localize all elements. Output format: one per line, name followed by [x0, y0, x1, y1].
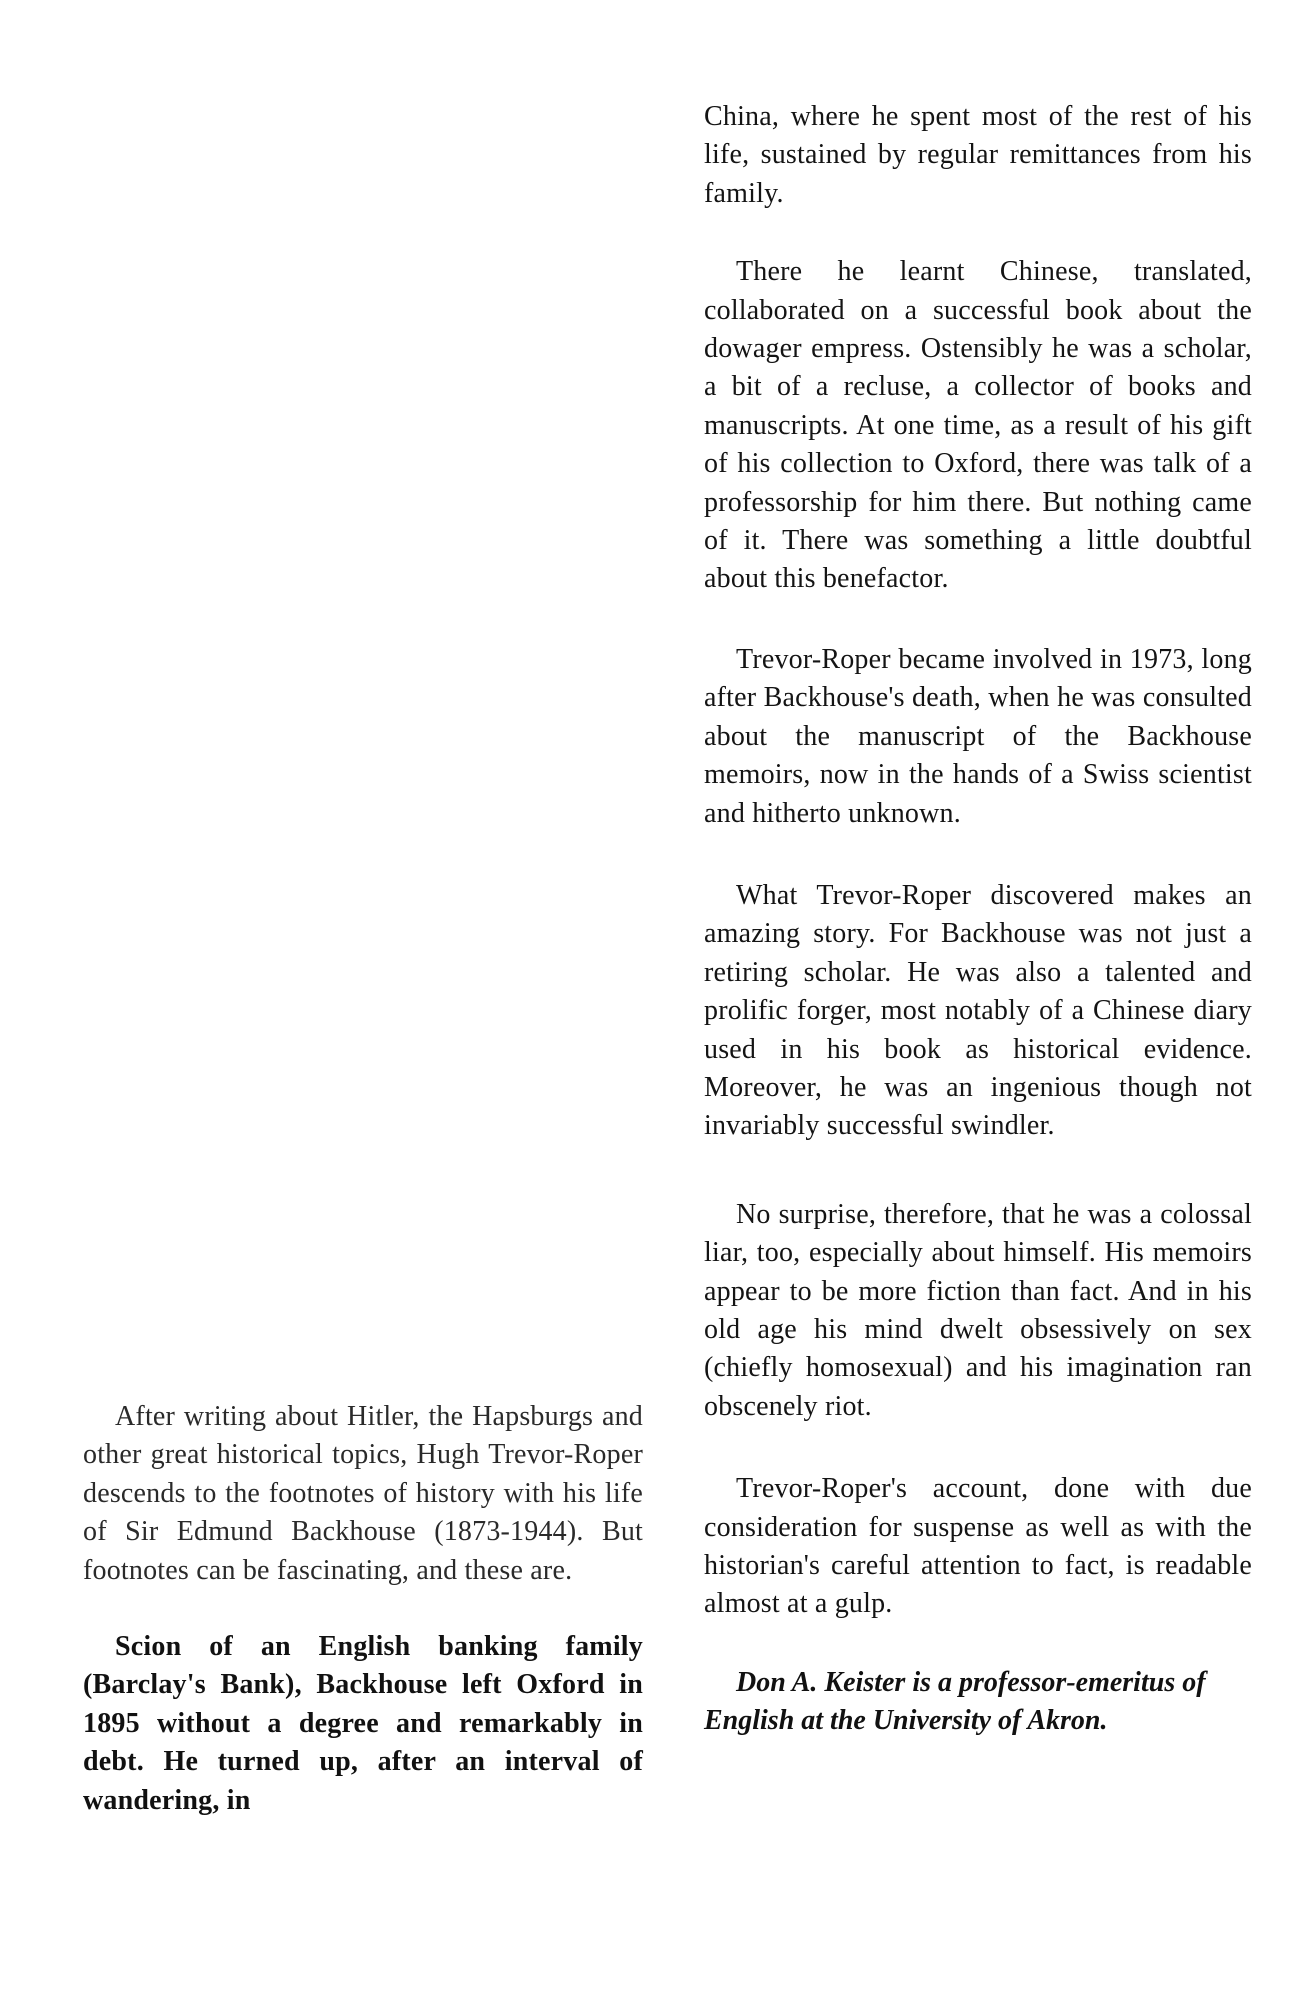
paragraph-involved: Trevor-Roper became involved in 1973, long after Backhouse's death, when he was consulted about the manuscript of the Backhouse memoirs, now in the hands of a Swiss scientist and hitherto unknown. [704, 643, 1252, 829]
right-column [704, 98, 1252, 1740]
paragraph-gap [704, 213, 1252, 253]
paragraph-gap [704, 1426, 1252, 1470]
author-byline: Don A. Keister is a professor-emeritus of English at the University of Akron. [704, 1666, 1206, 1736]
paragraph-scion: Scion of an English banking family (Barclay's Bank), Backhouse left Oxford in 1895 without a degree and remarkably in debt. He turned up, after an interval of wandering, in [83, 1631, 643, 1816]
paragraph-gap [704, 599, 1252, 641]
paragraph-china: China, where he spent most of the rest of his life, sustained by regular remittances from his family. [704, 101, 1252, 209]
paragraph-liar: No surprise, therefore, that he was a colossal liar, too, especially about himself. His memoirs appear to be more fiction than fact. And in his old age his mind dwelt obsessively on sex (chiefly homosexual) and his imagination ran obscenely riot. [704, 1198, 1252, 1422]
left-column [83, 1398, 643, 1820]
paragraph-learnt-chinese: There he learnt Chinese, translated, collaborated on a successful book about the dowager empress. Ostensibly he was a scholar, a bit of a recluse, a collector of books and manuscripts. At one time, as a result of his gift of his collection to Oxford, there was talk of a professorship for him there. But nothing came of it. There was something a little doubtful about this benefactor. [704, 256, 1252, 595]
paragraph-gap [704, 833, 1252, 877]
paragraph-gap [704, 1624, 1252, 1664]
paragraph-intro: After writing about Hitler, the Hapsburgs and other great historical topics, Hugh Trevor-Roper descends to the footnotes of history with his life of Sir Edmund Backhouse (1873-1944). But footnotes can be fascinating, and these are. [83, 1401, 643, 1586]
paragraph-gap [704, 1146, 1252, 1196]
paragraph-discovery: What Trevor-Roper discovered makes an amazing story. For Backhouse was not just a retiring scholar. He was also a talented and prolific forger, most notably of a Chinese diary used in his book as historical evidence. Moreover, he was an ingenious though not invariably successful swindler. [704, 879, 1252, 1142]
paragraph-gap [83, 1590, 643, 1628]
paragraph-account: Trevor-Roper's account, done with due consideration for suspense as well as with the historian's careful attention to fact, is readable almost at a gulp. [704, 1473, 1252, 1620]
